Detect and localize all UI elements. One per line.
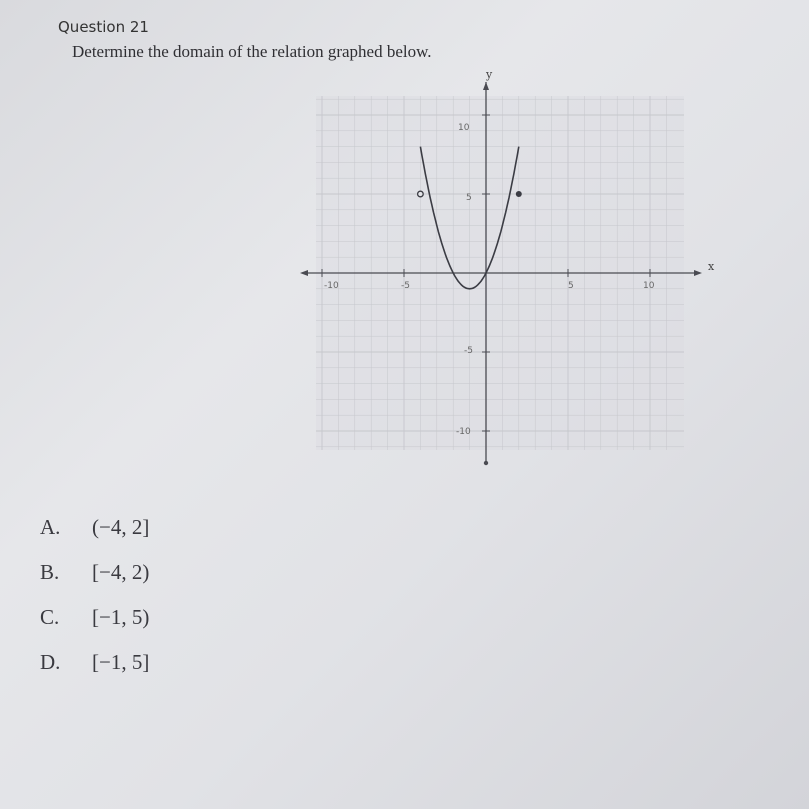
x-tick-label-5: 5 — [568, 281, 574, 291]
choice-c-letter: C. — [40, 605, 60, 629]
x-axis-arrow-left — [300, 270, 308, 276]
x-tick-label-neg5: -5 — [401, 281, 410, 291]
choice-d-text: [−1, 5] — [92, 650, 150, 674]
choice-b-text: [−4, 2) — [92, 560, 150, 584]
y-axis-label: y — [486, 68, 493, 81]
x-axis-arrow-right — [694, 270, 702, 276]
choice-c-text: [−1, 5) — [92, 605, 150, 629]
x-tick-label-10: 10 — [643, 281, 655, 291]
open-endpoint-left — [418, 191, 424, 197]
x-axis-label: x — [708, 260, 715, 273]
coordinate-graph — [290, 66, 720, 476]
choice-b[interactable] — [40, 550, 149, 595]
choice-c[interactable] — [40, 595, 149, 640]
y-tick-label-neg10: -10 — [456, 427, 471, 437]
y-axis-arrow-up — [483, 82, 489, 90]
choice-a[interactable] — [40, 505, 149, 550]
choice-b-letter: B. — [40, 560, 60, 584]
closed-endpoint-right — [516, 191, 522, 197]
choice-a-text: (−4, 2] — [92, 515, 150, 539]
y-tick-label-10: 10 — [458, 123, 470, 133]
question-prompt: Determine the domain of the relation graphed below. — [72, 42, 432, 61]
x-tick-label-neg10: -10 — [324, 281, 339, 291]
question-number: Question 21 — [58, 18, 149, 36]
answer-choices — [40, 505, 149, 685]
y-tick-label-neg5: -5 — [464, 346, 473, 356]
choice-d[interactable] — [40, 640, 149, 685]
choice-a-letter: A. — [40, 515, 61, 539]
y-tick-label-5: 5 — [466, 193, 472, 203]
choice-d-letter: D. — [40, 650, 61, 674]
y-axis-arrow-down — [484, 461, 488, 465]
